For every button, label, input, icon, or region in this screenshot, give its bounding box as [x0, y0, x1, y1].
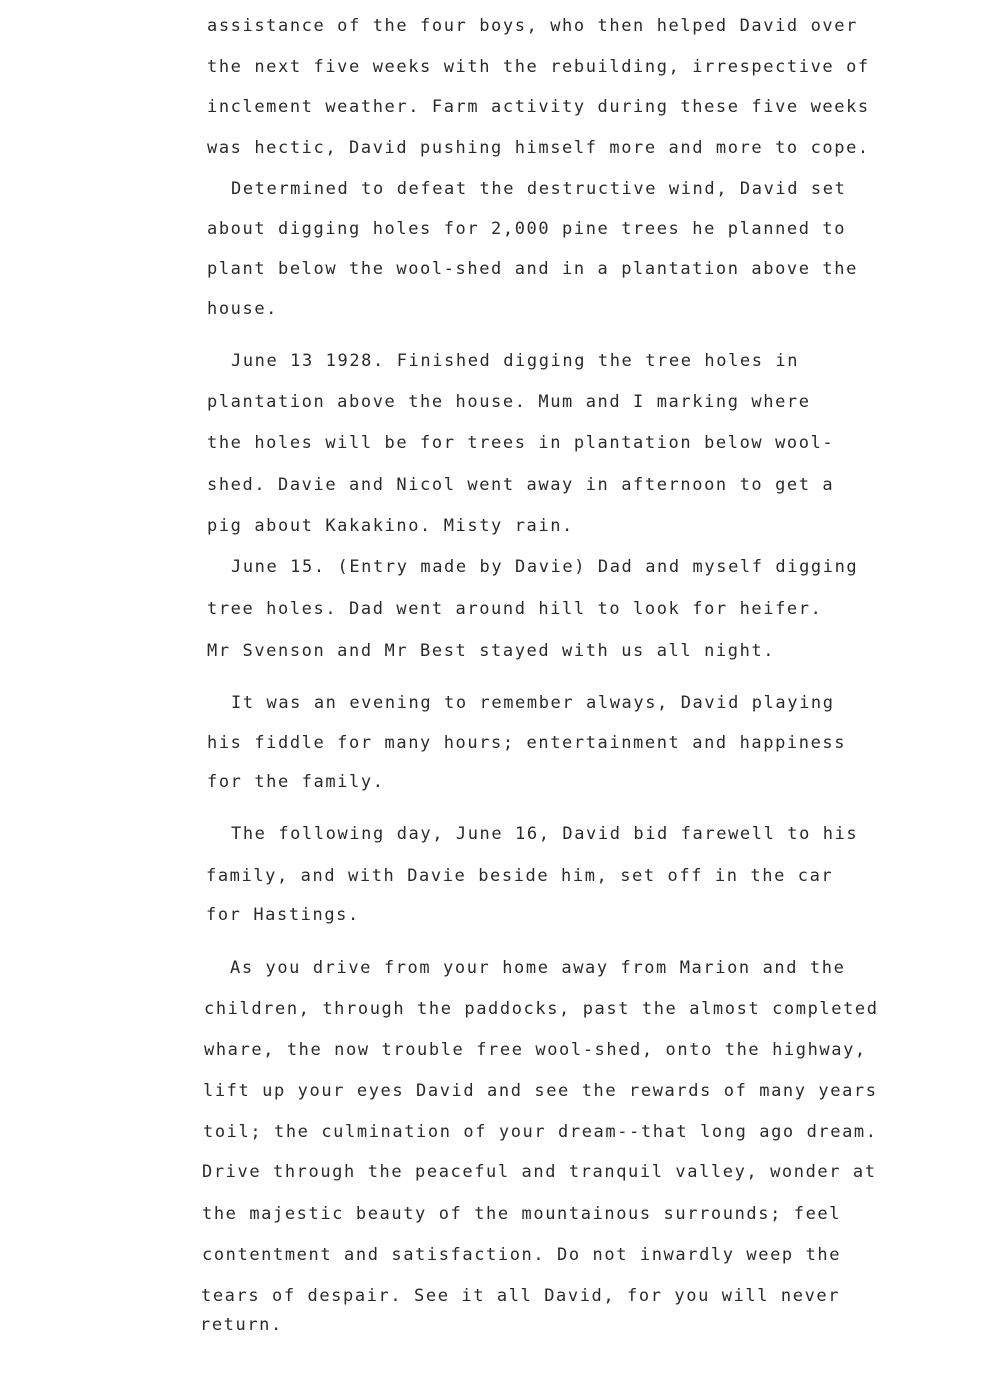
text-line: As you drive from your home away from Marion and the [230, 958, 846, 978]
text-line: whare, the now trouble free wool-shed, onto the highway, [204, 1040, 867, 1060]
text-line: return. [200, 1315, 283, 1335]
text-line: about digging holes for 2,000 pine trees he planned to [207, 219, 847, 239]
text-line: shed. Davie and Nicol went away in afternoon to get a [207, 475, 835, 495]
text-line: Drive through the peaceful and tranquil valley, wonder at [202, 1162, 877, 1182]
text-line: was hectic, David pushing himself more and more to cope. [207, 138, 870, 158]
text-line: The following day, June 16, David bid farewell to his [231, 824, 859, 844]
text-line: family, and with Davie beside him, set off in the car [206, 866, 834, 886]
text-line: pig about Kakakino. Misty rain. [207, 516, 574, 536]
text-line: assistance of the four boys, who then helped David over [207, 16, 858, 36]
text-line: lift up your eyes David and see the rewards of many years [203, 1081, 878, 1101]
text-line: the majestic beauty of the mountainous surrounds; feel [202, 1204, 842, 1224]
text-line: plant below the wool-shed and in a plantation above the [207, 259, 858, 279]
text-line: tears of despair. See it all David, for you will never [201, 1286, 841, 1306]
text-line: plantation above the house. Mum and I marking where [207, 392, 811, 412]
text-line: tree holes. Dad went around hill to look for heifer. [207, 599, 823, 619]
text-line: for the family. [207, 772, 385, 792]
text-line: children, through the paddocks, past the almost completed [204, 999, 879, 1019]
text-line: the next five weeks with the rebuilding, irrespective of [207, 57, 870, 77]
text-line: Determined to defeat the destructive wind, David set [231, 179, 847, 199]
text-line: the holes will be for trees in plantation below wool- [207, 433, 835, 453]
text-line: Mr Svenson and Mr Best stayed with us all night. [207, 641, 776, 661]
text-line: It was an evening to remember always, David playing [231, 693, 835, 713]
text-line: his fiddle for many hours; entertainment and happiness [207, 733, 847, 753]
text-line: toil; the culmination of your dream--that long ago dream. [203, 1122, 878, 1142]
text-line: June 13 1928. Finished digging the tree holes in [231, 351, 800, 371]
text-line: inclement weather. Farm activity during these five weeks [207, 97, 870, 117]
text-line: June 15. (Entry made by Davie) Dad and myself digging [231, 557, 859, 577]
text-line: contentment and satisfaction. Do not inwardly weep the [202, 1245, 842, 1265]
text-line: house. [207, 299, 279, 319]
text-line: for Hastings. [206, 905, 360, 925]
